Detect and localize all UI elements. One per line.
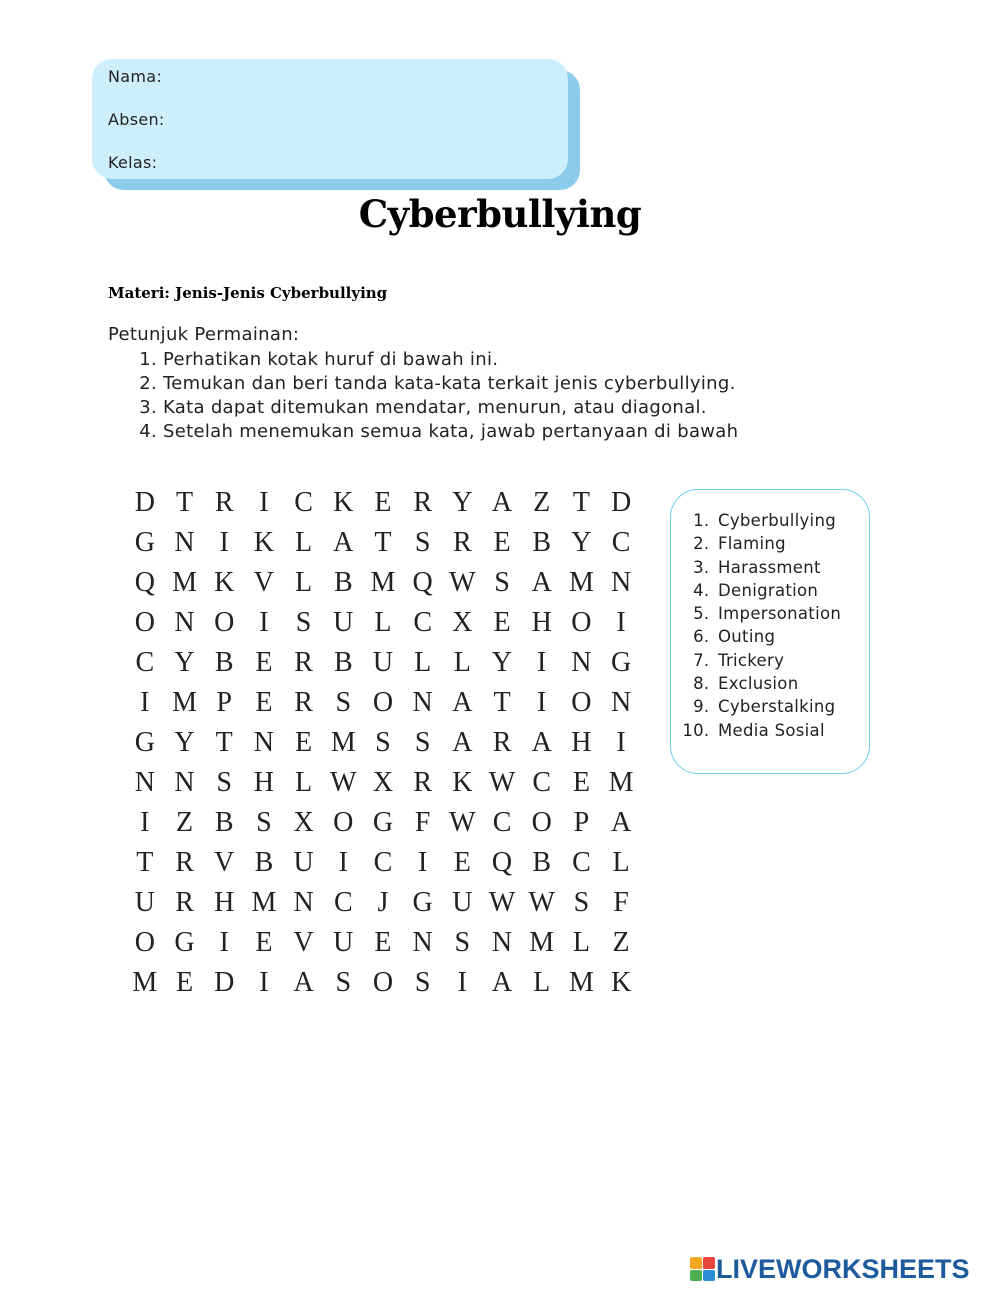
instruction-step: 1. Perhatikan kotak huruf di bawah ini.: [163, 348, 738, 372]
grid-letter[interactable]: N: [293, 887, 314, 918]
grid-letter[interactable]: Y: [174, 727, 195, 758]
grid-letter[interactable]: N: [174, 527, 195, 558]
grid-letter[interactable]: R: [453, 527, 472, 558]
grid-letter[interactable]: N: [610, 567, 632, 598]
grid-letter[interactable]: H: [571, 727, 592, 758]
grid-letter[interactable]: O: [134, 607, 155, 638]
instructions-heading: Petunjuk Permainan:: [108, 324, 300, 345]
grid-letter[interactable]: B: [254, 847, 274, 878]
grid-letter[interactable]: S: [494, 567, 510, 598]
grid-letter[interactable]: L: [453, 647, 471, 678]
grid-letter[interactable]: O: [134, 927, 155, 958]
grid-letter[interactable]: E: [374, 927, 392, 958]
grid-letter[interactable]: S: [375, 727, 391, 758]
grid-letter[interactable]: Q: [134, 567, 155, 598]
word-item: 6. Outing: [715, 625, 869, 648]
logo-square: [690, 1257, 702, 1269]
grid-letter[interactable]: Z: [612, 927, 630, 958]
grid-letter[interactable]: P: [216, 687, 232, 718]
grid-letter[interactable]: G: [372, 807, 394, 838]
grid-letter[interactable]: R: [175, 887, 194, 918]
grid-letter[interactable]: C: [135, 647, 155, 678]
grid-letter[interactable]: R: [294, 687, 313, 718]
instructions: [108, 324, 738, 444]
grid-letter[interactable]: W: [449, 807, 476, 838]
grid-letter[interactable]: E: [175, 967, 194, 998]
grid-letter[interactable]: F: [613, 887, 629, 918]
grid-letter[interactable]: Q: [491, 847, 513, 878]
grid-letter[interactable]: N: [491, 927, 513, 958]
grid-letter[interactable]: G: [134, 527, 155, 558]
grid-letter[interactable]: C: [333, 887, 353, 918]
grid-letter[interactable]: M: [568, 967, 594, 998]
grid-letter[interactable]: R: [214, 487, 234, 518]
grid-letter[interactable]: U: [452, 887, 473, 918]
grid-letter[interactable]: V: [253, 567, 275, 598]
grid-letter[interactable]: M: [568, 567, 594, 598]
grid-letter[interactable]: I: [616, 607, 626, 638]
grid-letter[interactable]: A: [491, 487, 513, 518]
grid-letter[interactable]: L: [414, 647, 432, 678]
grid-letter[interactable]: R: [492, 727, 512, 758]
grid-letter[interactable]: S: [414, 967, 431, 998]
grid-letter[interactable]: I: [259, 487, 269, 518]
grid-letter[interactable]: D: [134, 487, 155, 518]
grid-letter[interactable]: G: [412, 887, 433, 918]
grid-letter[interactable]: K: [253, 527, 275, 558]
grid-letter[interactable]: N: [610, 687, 632, 718]
grid-letter[interactable]: N: [571, 647, 592, 678]
grid-letter[interactable]: M: [608, 767, 634, 798]
grid-letter[interactable]: W: [449, 567, 476, 598]
grid-letter[interactable]: H: [214, 887, 235, 918]
grid-letter[interactable]: E: [493, 527, 511, 558]
grid-letter[interactable]: S: [454, 927, 471, 958]
grid-letter[interactable]: C: [294, 487, 313, 518]
grid-letter[interactable]: A: [452, 687, 473, 718]
grid-letter[interactable]: H: [253, 767, 275, 798]
grid-letter[interactable]: C: [492, 807, 512, 838]
grid-letter[interactable]: O: [571, 607, 592, 638]
word-item: 1. Cyberbullying: [715, 509, 869, 532]
word-search-grid[interactable]: [125, 483, 641, 1003]
grid-letter[interactable]: H: [531, 607, 552, 638]
grid-letter[interactable]: A: [293, 967, 314, 998]
grid-letter[interactable]: B: [333, 567, 353, 598]
word-item: 3. Harassment: [715, 556, 869, 579]
grid-letter[interactable]: L: [533, 967, 551, 998]
grid-letter[interactable]: Z: [175, 807, 194, 838]
instruction-step: 2. Temukan dan beri tanda kata-kata terkait jenis cyberbullying.: [163, 372, 738, 396]
word-list-box: [670, 489, 870, 774]
grid-letter[interactable]: Y: [452, 487, 473, 518]
grid-letter[interactable]: C: [611, 527, 631, 558]
grid-letter[interactable]: W: [528, 887, 555, 918]
grid-letter[interactable]: O: [333, 807, 354, 838]
grid-letter[interactable]: O: [531, 807, 552, 838]
grid-letter[interactable]: E: [493, 607, 511, 638]
grid-letter[interactable]: L: [295, 527, 313, 558]
grid-letter[interactable]: B: [532, 527, 552, 558]
grid-letter[interactable]: K: [214, 567, 235, 598]
logo-square: [703, 1270, 715, 1282]
grid-letter[interactable]: U: [333, 927, 354, 958]
grid-letter[interactable]: L: [612, 847, 630, 878]
grid-letter[interactable]: S: [256, 807, 272, 838]
grid-letter[interactable]: E: [295, 727, 313, 758]
grid-letter[interactable]: E: [572, 767, 590, 798]
grid-letter[interactable]: L: [295, 767, 313, 798]
word-item: 4. Denigration: [715, 579, 869, 602]
grid-letter[interactable]: M: [529, 927, 555, 958]
grid-letter[interactable]: P: [573, 807, 590, 838]
grid-letter[interactable]: I: [338, 847, 348, 878]
grid-letter[interactable]: M: [330, 727, 356, 758]
grid-letter[interactable]: B: [532, 847, 552, 878]
grid-letter[interactable]: Y: [491, 647, 513, 678]
grid-letter[interactable]: U: [134, 887, 155, 918]
grid-letter[interactable]: S: [414, 527, 431, 558]
grid-letter[interactable]: W: [330, 767, 357, 798]
word-list: [671, 490, 869, 742]
grid-letter[interactable]: I: [259, 967, 269, 998]
grid-letter[interactable]: G: [174, 927, 195, 958]
absen-label: Absen:: [108, 110, 165, 129]
grid-letter[interactable]: B: [214, 807, 234, 838]
grid-letter[interactable]: I: [457, 967, 467, 998]
grid-letter[interactable]: L: [572, 927, 590, 958]
grid-letter[interactable]: C: [572, 847, 591, 878]
grid-letter[interactable]: A: [491, 967, 513, 998]
grid-letter[interactable]: E: [255, 927, 273, 958]
grid-letter[interactable]: V: [293, 927, 314, 958]
logo-square: [690, 1270, 702, 1282]
grid-letter[interactable]: R: [294, 647, 313, 678]
grid-letter[interactable]: A: [531, 567, 552, 598]
grid-letter[interactable]: W: [488, 767, 516, 798]
kelas-label: Kelas:: [108, 153, 158, 172]
grid-letter[interactable]: O: [571, 687, 592, 718]
nama-label: Nama:: [108, 67, 163, 86]
grid-letter[interactable]: G: [134, 727, 155, 758]
grid-letter[interactable]: T: [572, 487, 590, 518]
grid-letter[interactable]: B: [333, 647, 353, 678]
grid-letter[interactable]: I: [140, 687, 150, 718]
grid-letter[interactable]: I: [537, 647, 547, 678]
grid-letter[interactable]: M: [370, 567, 396, 598]
grid-letter[interactable]: N: [253, 727, 275, 758]
grid-letter[interactable]: U: [293, 847, 314, 878]
grid-letter[interactable]: I: [537, 687, 547, 718]
grid-letter[interactable]: A: [333, 527, 354, 558]
grid-letter[interactable]: G: [610, 647, 632, 678]
grid-letter[interactable]: F: [414, 807, 431, 838]
grid-letter[interactable]: L: [295, 567, 313, 598]
word-item: 10. Media Sosial: [715, 719, 869, 742]
grid-letter[interactable]: S: [573, 887, 590, 918]
grid-letter[interactable]: I: [140, 807, 150, 838]
liveworksheets-logo-text: LIVEWORKSHEETS: [716, 1253, 970, 1284]
word-item: 5. Impersonation: [715, 602, 869, 625]
grid-letter[interactable]: K: [452, 767, 473, 798]
grid-letter[interactable]: U: [333, 607, 354, 638]
grid-letter[interactable]: E: [374, 487, 392, 518]
grid-letter[interactable]: K: [333, 487, 354, 518]
grid-letter[interactable]: A: [452, 727, 473, 758]
grid-letter[interactable]: N: [174, 767, 195, 798]
grid-letter[interactable]: C: [532, 767, 552, 798]
grid-letter[interactable]: D: [214, 967, 235, 998]
grid-letter[interactable]: Z: [533, 487, 551, 518]
word-item: 8. Exclusion: [715, 672, 869, 695]
grid-letter[interactable]: T: [493, 687, 511, 718]
logo-square: [703, 1257, 715, 1269]
grid-letter[interactable]: M: [251, 887, 277, 918]
grid-letter[interactable]: E: [255, 647, 273, 678]
liveworksheets-logo: [690, 1252, 970, 1286]
instruction-step: 4. Setelah menemukan semua kata, jawab pertanyaan di bawah: [163, 420, 738, 444]
page-title: Cyberbullying: [358, 192, 642, 236]
grid-letter[interactable]: U: [372, 647, 394, 678]
grid-letter[interactable]: R: [175, 847, 194, 878]
grid-letter[interactable]: L: [374, 607, 392, 638]
grid-letter[interactable]: N: [134, 767, 155, 798]
grid-letter[interactable]: O: [372, 687, 394, 718]
word-item: 2. Flaming: [715, 532, 869, 555]
grid-letter[interactable]: A: [610, 807, 632, 838]
grid-letter[interactable]: C: [373, 847, 393, 878]
grid-letter[interactable]: A: [531, 727, 552, 758]
grid-letter[interactable]: T: [136, 847, 154, 878]
grid-letter[interactable]: S: [414, 727, 431, 758]
grid-letter[interactable]: N: [412, 927, 433, 958]
word-item: 7. Trickery: [715, 649, 869, 672]
grid-letter[interactable]: O: [214, 607, 235, 638]
grid-letter[interactable]: T: [215, 727, 233, 758]
grid-letter[interactable]: S: [335, 687, 352, 718]
grid-letter[interactable]: X: [452, 607, 473, 638]
grid-letter[interactable]: T: [374, 527, 392, 558]
grid-letter[interactable]: C: [413, 607, 432, 638]
grid-letter[interactable]: O: [372, 967, 394, 998]
grid-letter[interactable]: I: [219, 927, 229, 958]
grid-letter[interactable]: W: [488, 887, 516, 918]
grid-letter[interactable]: R: [413, 767, 432, 798]
grid-letter[interactable]: S: [335, 967, 352, 998]
instructions-list: [108, 348, 738, 444]
grid-letter[interactable]: N: [412, 687, 433, 718]
grid-letter[interactable]: N: [174, 607, 195, 638]
materi-subtitle: Materi: Jenis-Jenis Cyberbullying: [108, 284, 388, 302]
grid-letter[interactable]: M: [172, 567, 197, 598]
instruction-step: 3. Kata dapat ditemukan mendatar, menurun, atau diagonal.: [163, 396, 738, 420]
grid-letter[interactable]: Q: [412, 567, 433, 598]
grid-letter[interactable]: X: [293, 807, 314, 838]
grid-letter[interactable]: I: [259, 607, 269, 638]
grid-letter[interactable]: K: [610, 967, 632, 998]
grid-letter[interactable]: R: [413, 487, 432, 518]
grid-letter[interactable]: M: [132, 967, 158, 998]
grid-letter[interactable]: D: [610, 487, 632, 518]
grid-letter[interactable]: S: [295, 607, 312, 638]
grid-letter[interactable]: E: [453, 847, 471, 878]
grid-letter[interactable]: X: [372, 767, 394, 798]
grid-letter[interactable]: Y: [571, 527, 592, 558]
grid-letter[interactable]: S: [216, 767, 232, 798]
grid-letter[interactable]: M: [172, 687, 197, 718]
student-info-card: [92, 59, 568, 179]
word-item: 9. Cyberstalking: [715, 695, 869, 718]
grid-letter[interactable]: I: [417, 847, 428, 878]
grid-letter[interactable]: I: [616, 727, 626, 758]
grid-letter[interactable]: J: [377, 887, 389, 918]
grid-letter[interactable]: B: [214, 647, 234, 678]
grid-letter[interactable]: I: [219, 527, 229, 558]
liveworksheets-logo-icon: [690, 1257, 714, 1281]
grid-letter[interactable]: Y: [174, 647, 195, 678]
grid-letter[interactable]: E: [255, 687, 273, 718]
grid-letter[interactable]: V: [214, 847, 235, 878]
grid-letter[interactable]: T: [175, 487, 194, 518]
